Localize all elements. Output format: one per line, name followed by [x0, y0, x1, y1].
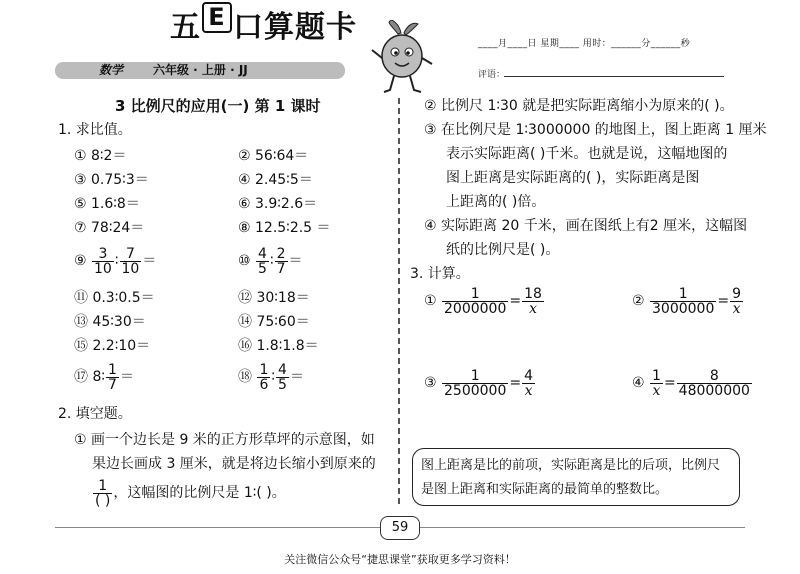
item-number: ② — [632, 293, 645, 309]
footer-text: 关注微信公众号“捷思课堂”获取更多学习资料！ — [284, 553, 516, 566]
fraction: $\frac{1}{2500000}$ — [444, 367, 507, 399]
q1-item: ⑪ 0.3∶0.5＝ — [74, 290, 155, 306]
q2-p1-tail: ，这幅图的比例尺是 1∶( )。 — [113, 485, 286, 501]
q2-p4-line2: 纸的比例尺是( )。 — [446, 242, 560, 258]
fraction: $\frac{1}{( )}$ — [95, 477, 111, 509]
fraction: $\frac{2}{7}$ — [276, 245, 286, 277]
subject-bar — [55, 62, 345, 79]
subject-label: 数学 — [99, 63, 124, 77]
q2-p3-line2: 表示实际距离( )千米。也就是说，这幅地图的 — [446, 146, 728, 162]
fraction: $\frac{4}{5}$ — [258, 245, 267, 277]
date-time-line: ____月____日 星期____ 用时：______分______秒 — [478, 39, 691, 49]
fraction: $\frac{1}{x}$ — [652, 367, 661, 399]
fraction: $\frac{1}{7}$ — [108, 361, 117, 393]
q1-item: ④ 2.45∶5＝ — [238, 172, 313, 188]
item-number: ⑨ — [74, 253, 87, 269]
equals-sign: ＝ — [142, 253, 157, 269]
fraction: $\frac{4}{5}$ — [278, 361, 287, 393]
fraction: $\frac{1}{2000000}$ — [444, 285, 507, 317]
q3-equation-2: ② $\frac{1}{3000000}$ = $\frac{9}{x}$ — [632, 285, 742, 317]
q1-item: ⑫ 30∶18＝ — [238, 290, 310, 306]
page-number: 59 — [380, 516, 420, 540]
equals-sign: ＝ — [288, 253, 303, 269]
q3-equation-4: ④ $\frac{1}{x}$ = $\frac{8}{48000000}$ — [632, 367, 750, 399]
q1-item: ⑤ 1.6∶8＝ — [74, 196, 140, 212]
q2-p1-line1: ① 画一个边长是 9 米的正方形草坪的示意图，如 — [74, 432, 375, 448]
q1-fraction-item-18: ⑱ $\frac{1}{6}$ ∶ $\frac{4}{5}$ ＝ — [238, 361, 304, 393]
brand-prefix: 五 — [170, 10, 201, 45]
fraction: $\frac{18}{x}$ — [524, 285, 542, 317]
mascot-icon — [368, 20, 436, 94]
fraction: $\frac{3}{10}$ — [94, 245, 112, 277]
q3-equation-1: ① $\frac{1}{2000000}$ = $\frac{18}{x}$ — [424, 285, 542, 317]
item-number: ⑩ — [238, 253, 251, 269]
q1-item: ② 56∶64＝ — [238, 148, 309, 164]
fraction: $\frac{9}{x}$ — [732, 285, 742, 317]
item-number: ④ — [632, 375, 645, 391]
q2-p2: ② 比例尺 1∶30 就是把实际距离缩小为原来的( )。 — [424, 98, 734, 114]
q1-item: ⑮ 2.2∶10＝ — [74, 338, 151, 354]
q2-p4-line1: ④ 实际距离 20 千米，画在图纸上有2 厘米，这幅图 — [424, 218, 748, 234]
q1-item: ⑦ 78∶24＝ — [74, 220, 145, 236]
review-label: 评语： — [478, 70, 506, 80]
brand-suffix: 口算题卡 — [233, 10, 357, 45]
fraction: $\frac{8}{48000000}$ — [678, 367, 750, 399]
item-prefix: ⑰ 8∶ — [74, 369, 106, 385]
q1-item: ⑥ 3.9∶2.6＝ — [238, 196, 318, 212]
q1-fraction-item-9: ⑨ $\frac{3}{10}$ ∶ $\frac{7}{10}$ ＝ — [74, 245, 157, 277]
tip-note-box: 图上距离是比的前项，实际距离是比的后项，比例尺是图上距离和实际距离的最简单的整数比。 — [412, 448, 740, 506]
q2-p3-line3: 图上距离是实际距离的( )，实际距离是图 — [446, 170, 700, 186]
item-number: ③ — [424, 375, 437, 391]
q1-item: ⑯ 1.8∶1.8＝ — [238, 338, 319, 354]
fraction: $\frac{1}{3000000}$ — [652, 285, 715, 317]
q2-p1-line2: 果边长画成 3 厘米，就是将边长缩小到原来的 — [92, 456, 376, 472]
q1-item: ⑧ 12.5∶2.5 ＝ — [238, 220, 331, 236]
q1-item: ⑬ 45∶30＝ — [74, 314, 146, 330]
q1-item: ⑭ 75∶60＝ — [238, 314, 310, 330]
fraction: $\frac{7}{10}$ — [121, 245, 140, 277]
q2-title: 2. 填空题。 — [58, 406, 132, 422]
review-line — [478, 67, 505, 80]
fraction: $\frac{1}{6}$ — [259, 361, 269, 393]
item-number: ⑱ — [238, 369, 252, 385]
brand-title — [170, 2, 357, 46]
grade-label: 六年级 · 上册 · JJ — [153, 63, 248, 77]
brand-e-logo: E — [202, 2, 232, 33]
q3-equation-3: ③ $\frac{1}{2500000}$ = $\frac{4}{x}$ — [424, 367, 534, 399]
equals-sign: ＝ — [289, 369, 304, 385]
q2-p3-line4: 上距离的( )倍。 — [446, 194, 546, 210]
lesson-title: 3 比例尺的应用(一) 第 1 课时 — [115, 97, 321, 115]
q2-p3-line1: ③ 在比例尺是 1∶3000000 的地图上，图上距离 1 厘米 — [424, 122, 767, 138]
q1-item: ① 8∶2＝ — [74, 148, 127, 164]
equals-sign: ＝ — [119, 369, 134, 385]
q1-fraction-item-10: ⑩ $\frac{4}{5}$ ∶ $\frac{2}{7}$ ＝ — [238, 245, 303, 277]
q3-title: 3. 计算。 — [410, 266, 470, 282]
column-divider — [398, 98, 400, 504]
review-underline — [504, 76, 724, 77]
item-number: ① — [424, 293, 437, 309]
q1-fraction-item-17 — [74, 362, 134, 392]
q1-title: 1. 求比值。 — [58, 122, 132, 138]
q1-item: ③ 0.75∶3＝ — [74, 172, 149, 188]
fraction: $\frac{4}{x}$ — [524, 367, 534, 399]
q2-p1-line3 — [92, 478, 286, 508]
